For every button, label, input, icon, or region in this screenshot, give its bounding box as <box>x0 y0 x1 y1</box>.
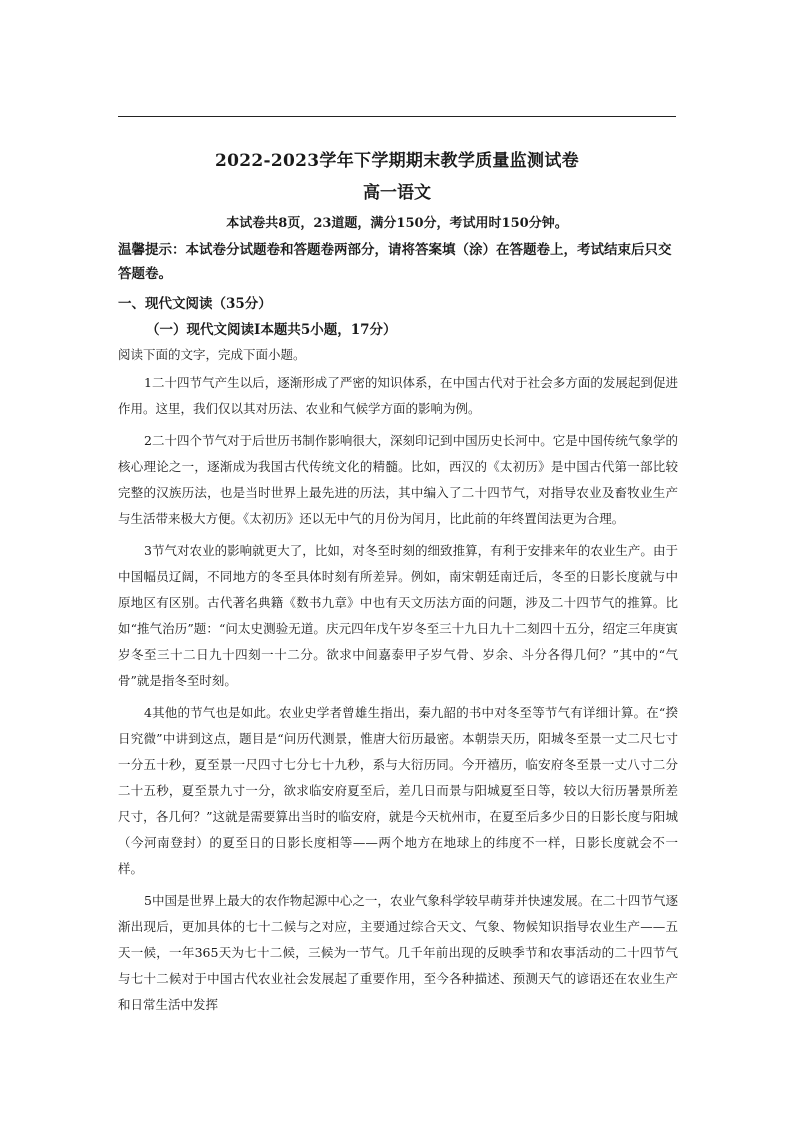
exam-info: 本试卷共8页，23道题，满分150分，考试用时150分钟。 <box>226 216 568 231</box>
passage-paragraph-1: 1二十四节气产生以后，逐渐形成了严密的知识体系，在中国古代对于社会多方面的发展起到促进作用。这里，我们仅以其对历法、农业和气候学方面的影响为例。 <box>118 375 678 416</box>
exam-notice: 温馨提示：本试卷分试题卷和答题卷两部分，请将答案填（涂）在答题卷上，考试结束后只交答题卷。 <box>118 242 672 282</box>
passage-paragraph-4: 4其他的节气也是如此。农业史学者曾雄生指出，秦九韶的书中对冬至等节气有详细计算。在“揆日究微”中讲到这点，题目是“问历代测景，惟唐大衍历最密。本朝崇天历，阳城冬至景一丈二尺七寸一分五十秒，夏至景一尺四寸七分七十九秒，系与大衍历同。今开禧历，临安府冬至景一丈八寸二分二十五秒，夏至景九寸一分，欲求临安府夏至后，差几日而景与阳城夏至日等，较以大衍历暑景所差尺寸，各几何？”这就是需要算出当时的临安府，就是今天杭州市，在夏至后多少日的日影长度与阳城（今河南登封）的夏至日的日影长度相等——两个地方在地球上的纬度不一样，日影长度就会不一样。 <box>118 705 678 876</box>
reading-instruction: 阅读下面的文字，完成下面小题。 <box>118 347 306 362</box>
section-heading: 一、现代文阅读（35分） <box>118 296 272 312</box>
passage-paragraph-2: 2二十四个节气对于后世历书制作影响很大，深刻印记到中国历史长河中。它是中国传统气象学的核心理论之一，逐渐成为我国古代传统文化的精髓。比如，西汉的《太初历》是中国古代第一部比较完整的汉族历法，也是当时世界上最先进的历法，其中编入了二十四节气，对指导农业及畜牧业生产与生活带来极大方便。《太初历》还以无中气的月份为闰月，比此前的年终置闰法更为合理。 <box>118 433 678 526</box>
passage-paragraph-3: 3节气对农业的影响就更大了，比如，对冬至时刻的细致推算，有利于安排来年的农业生产。由于中国幅员辽阔，不同地方的冬至具体时刻有所差异。例如，南宋朝廷南迁后，冬至的日影长度就与中原地区有区别。古代著名典籍《数书九章》中也有天文历法方面的问题，涉及二十四节气的推算。比如“推气治历”题：“问太史测验无道。庆元四年戊午岁冬至三十九日九十二刻四十五分，绍定三年庚寅岁冬至三十二日九十四刻一十二分。欲求中间嘉泰甲子岁气骨、岁余、斗分各得几何？”其中的“气骨”就是指冬至时刻。 <box>118 543 678 688</box>
exam-title: 2022-2023学年下学期期末教学质量监测试卷 <box>215 151 579 171</box>
header-rule <box>118 116 676 117</box>
reading-passage <box>118 370 678 1024</box>
subsection-heading: （一）现代文阅读Ⅰ本题共5小题，17分） <box>146 322 397 338</box>
passage-paragraph-5: 5中国是世界上最大的农作物起源中心之一，农业气象科学较早萌芽并快速发展。在二十四节气逐渐出现后，更加具体的七十二候与之对应，主要通过综合天文、气象、物候知识指导农业生产——五天一候，一年365天为七十二候，三候为一节气。几千年前出现的反映季节和农事活动的二十四节气与七十二候对于中国古代农业社会发展起了重要作用，至今各种描述、预测天气的谚语还在农业生产和日常生活中发挥 <box>118 893 678 1012</box>
exam-subject: 高一语文 <box>363 183 431 203</box>
